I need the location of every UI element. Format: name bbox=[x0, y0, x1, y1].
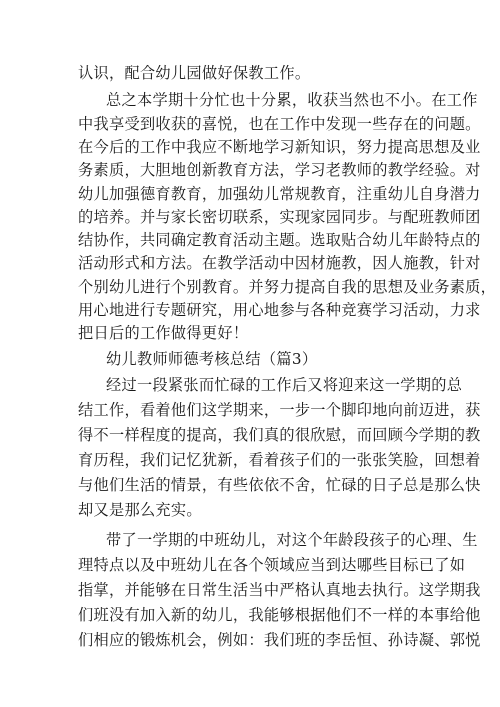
paragraph-line: 个别幼儿进行个别教育。并努力提高自我的思想及业务素质， bbox=[78, 278, 497, 296]
paragraph-line: 的培养。并与家长密切联系，实现家园同步。与配班教师团 bbox=[78, 208, 481, 226]
paragraph-line: 们班没有加入新的幼儿，我能够根据他们不一样的本事给他 bbox=[78, 606, 481, 624]
paragraph-line: 理特点以及中班幼儿在各个领域应当到达哪些目标已了如 bbox=[78, 556, 466, 574]
paragraph-line: 幼儿加强德育教育，加强幼儿常规教育，注重幼儿自身潜力 bbox=[78, 185, 481, 203]
paragraph-line: 活动形式和方法。在教学活动中因材施教，因人施教，针对 bbox=[78, 254, 481, 272]
paragraph-line: 育历程，我们记忆犹新，看着孩子们的一张张笑脸，回想着 bbox=[78, 451, 481, 469]
paragraph-line: 在今后的工作中我应不断地学习新知识，努力提高思想及业 bbox=[78, 138, 481, 156]
paragraph-line: 指掌，并能够在日常生活当中严格认真地去执行。这学期我 bbox=[78, 581, 481, 599]
paragraph-line: 们相应的锻炼机会，例如：我们班的李岳恒、孙诗凝、郭悦 bbox=[78, 631, 481, 649]
paragraph-line: 把日后的工作做得更好！ bbox=[78, 324, 249, 342]
paragraph-line: 总之本学期十分忙也十分累，收获当然也不小。在工作 bbox=[106, 91, 478, 109]
paragraph-line: 却又是那么充实。 bbox=[78, 501, 202, 519]
paragraph-line: 经过一段紧张而忙碌的工作后又将迎来这一学期的总 bbox=[106, 376, 463, 394]
paragraph-line: 结协作，共同确定教育活动主题。选取贴合幼儿年龄特点的 bbox=[78, 231, 481, 249]
section-heading: 幼儿教师师德考核总结（篇3） bbox=[106, 350, 318, 368]
paragraph-line: 务素质，大胆地创新教育方法，学习老教师的教学经验。对 bbox=[78, 161, 481, 179]
paragraph-line: 得不一样程度的提高，我们真的很欣慰，而回顾今学期的教 bbox=[78, 426, 481, 444]
paragraph-line: 结工作，看着他们这学期来，一步一个脚印地向前迈进，获 bbox=[78, 401, 481, 419]
paragraph-line: 用心地进行专题研究，用心地参与各种竞赛学习活动，力求 bbox=[78, 301, 481, 319]
paragraph-line: 与他们生活的情景，有些依依不舍，忙碌的日子总是那么快 bbox=[78, 476, 481, 494]
paragraph-line: 带了一学期的中班幼儿，对这个年龄段孩子的心理、生 bbox=[106, 531, 478, 549]
paragraph-line: 认识，配合幼儿园做好保教工作。 bbox=[78, 64, 311, 82]
paragraph-line: 中我享受到收获的喜悦，也在工作中发现一些存在的问题。 bbox=[78, 115, 481, 133]
